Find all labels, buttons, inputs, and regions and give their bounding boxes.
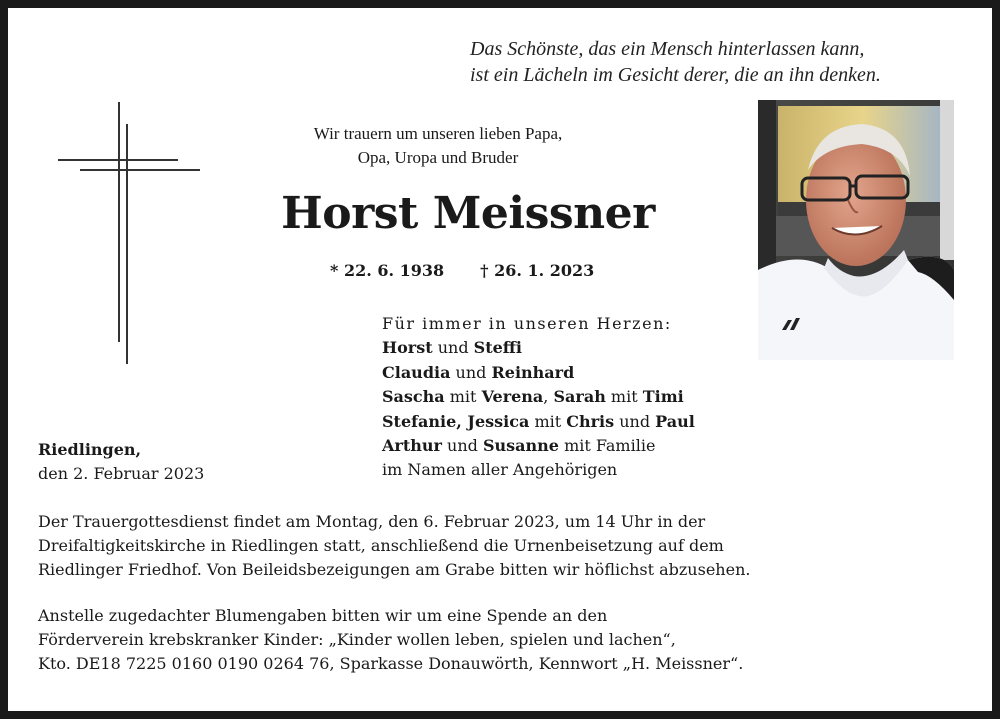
mourner-line <box>382 361 695 385</box>
mourner-name: Verena <box>481 387 544 407</box>
mourner-name: Arthur <box>382 436 442 456</box>
mourner-line <box>382 385 695 409</box>
place-and-date <box>38 438 204 486</box>
birth-date: * 22. 6. 1938 <box>330 261 445 280</box>
mourner-name: Susanne <box>482 436 559 456</box>
deceased-name: Horst Meissner <box>281 188 655 239</box>
quote-line: Das Schönste, das ein Mensch hinterlassen kann, <box>470 38 865 60</box>
mourner-name: Paul <box>655 411 695 431</box>
mourner-connector: , <box>543 387 554 407</box>
intro-line: Opa, Uropa und Bruder <box>357 148 519 167</box>
paragraph-line: Anstelle zugedachter Blumengaben bitten wir um eine Spende an den <box>38 606 608 625</box>
donation-paragraph <box>38 604 978 676</box>
mourner-name: Chris <box>566 411 615 431</box>
mourner-name: Claudia <box>382 362 451 382</box>
mourner-name: Stefanie, Jessica <box>382 411 530 431</box>
mourner-line <box>382 410 695 434</box>
mourner-connector: und <box>450 362 492 382</box>
mourner-line <box>382 434 695 458</box>
mourner-connector: mit Familie <box>558 436 656 456</box>
mourner-name: Steffi <box>473 338 522 358</box>
mourner-connector: und <box>441 436 483 456</box>
mourner-name: Sascha <box>382 387 445 407</box>
paragraph-line: Der Trauergottesdienst findet am Montag, den 6. Februar 2023, um 14 Uhr in der <box>38 512 706 531</box>
memorial-quote <box>470 36 881 88</box>
life-dates <box>330 261 594 281</box>
paragraph-line: Riedlinger Friedhof. Von Beileidsbezeigungen am Grabe bitten wir höflichst abzusehen. <box>38 560 751 579</box>
mourner-connector: im Namen aller Angehörigen <box>382 460 618 480</box>
funeral-paragraph <box>38 510 978 582</box>
portrait-photo <box>758 100 954 360</box>
paragraph-line: Kto. DE18 7225 0160 0190 0264 76, Sparkasse Donauwörth, Kennwort „H. Meissner“. <box>38 654 744 673</box>
mourner-line <box>382 336 695 360</box>
intro-text <box>238 122 638 170</box>
intro-line: Wir trauern um unseren lieben Papa, <box>313 124 563 143</box>
mourner-name: Reinhard <box>491 362 575 382</box>
mourner-connector: und <box>432 338 474 358</box>
mourner-name: Sarah <box>553 387 606 407</box>
mourner-connector: mit <box>605 387 643 407</box>
paragraph-line: Förderverein krebskranker Kinder: „Kinder wollen leben, spielen und lachen“, <box>38 630 676 649</box>
death-date: † 26. 1. 2023 <box>480 261 595 280</box>
mourners-list <box>382 312 695 483</box>
mourner-name: Horst <box>382 338 433 358</box>
notice-body <box>38 510 978 676</box>
notice-date: den 2. Februar 2023 <box>38 464 205 483</box>
mourner-line <box>382 458 695 482</box>
cross-icon <box>58 102 208 364</box>
mourner-name: Timi <box>642 387 684 407</box>
mourner-connector: und <box>614 411 656 431</box>
paragraph-line: Dreifaltigkeitskirche in Riedlingen statt, anschließend die Urnenbeisetzung auf dem <box>38 536 724 555</box>
place-name: Riedlingen, <box>38 440 142 459</box>
mourners-heading: Für immer in unseren Herzen: <box>382 314 672 333</box>
quote-line: ist ein Lächeln im Gesicht derer, die an ihn denken. <box>470 64 881 86</box>
mourner-connector: mit <box>529 411 567 431</box>
mourner-connector: mit <box>444 387 482 407</box>
